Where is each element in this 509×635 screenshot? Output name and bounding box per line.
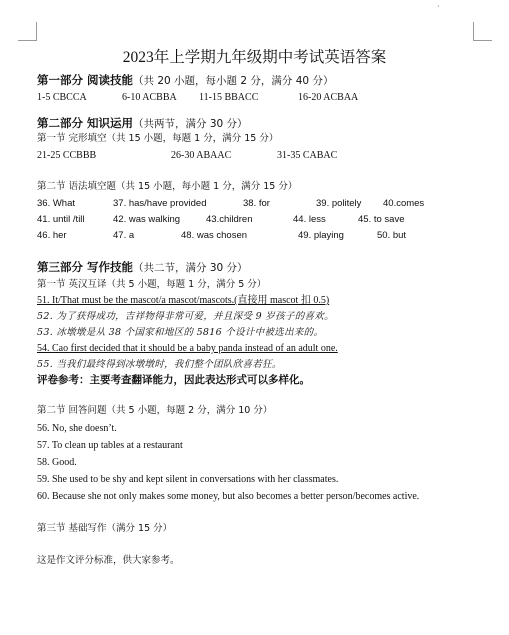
grammar-answer: 46. her (37, 230, 67, 241)
translation-item: 53. 冰墩墩是从 38 个国家和地区的 5816 个设计中被选出来的。 (37, 327, 324, 338)
translation-item: 54. Cao first decided that it should be a baby panda instead of an adult one. (37, 343, 338, 354)
grammar-answer: 45. to save (358, 214, 405, 225)
part1-heading-line (37, 75, 333, 87)
grammar-answer: 41. until /till (37, 214, 85, 225)
part3-section3-note: 这是作文评分标准，供大家参考。 (37, 555, 180, 566)
grammar-answer: 40.comes (383, 198, 425, 209)
part2-heading: 第二部分 知识运用 (37, 116, 134, 130)
answer-item: 59. She used to be shy and kept silent in conversations with her classmates. (37, 474, 339, 485)
answer-item: 57. To clean up tables at a restaurant (37, 440, 183, 451)
part3-heading-line (37, 262, 248, 274)
grammar-answer: 48. was chosen (181, 230, 248, 241)
crop-mark-top-left (18, 22, 37, 41)
crop-mark-top-right (473, 22, 492, 41)
part1-answer-2: 6-10 ACBBA (122, 92, 177, 103)
grammar-answer: 49. playing (298, 230, 344, 241)
translation-item: 52. 为了获得成功，吉祥物得非常可爱，并且深受 9 岁孩子的喜欢。 (37, 311, 334, 322)
grammar-answer: 47. a (113, 230, 135, 241)
part3-section1-heading: 第一节 英汉互译（共 5 小题，每题 1 分，满分 5 分） (37, 279, 267, 290)
page-marker: · (437, 2, 440, 11)
part2-section2-heading: 第二节 语法填空题（共 15 小题，每小题 1 分，满分 15 分） (37, 181, 298, 192)
part2-section1-heading: 第一节 完形填空（共 15 小题，每题 1 分，满分 15 分） (37, 133, 279, 144)
part3-section2-heading: 第二节 回答问题（共 5 小题，每题 2 分，满分 10 分） (37, 405, 273, 416)
answer-item: 56. No, she doesn’t. (37, 423, 117, 434)
part2-heading-line (37, 118, 248, 130)
part1-answer-4: 16-20 ACBAA (298, 92, 359, 103)
page-title: 2023年上学期九年级期中考试英语答案 (122, 49, 387, 66)
grammar-answer: 38. for (243, 198, 270, 209)
part3-section3-heading: 第三节 基础写作（满分 15 分） (37, 523, 173, 534)
translation-item: 55. 当我们最终得到冰墩墩时，我们整个团队欣喜若狂。 (37, 359, 282, 370)
grammar-answer: 42. was walking (113, 214, 181, 225)
answer-item: 60. Because she not only makes some money, but also becomes a better person/becomes active. (37, 491, 420, 502)
part3-note: （共二节，满分 30 分） (133, 262, 248, 274)
grammar-answer: 37. has/have provided (113, 198, 207, 209)
translation-item: 51. It/That must be the mascot/a mascot/mascots.(直接用 mascot 扣 0.5) (37, 295, 330, 306)
part1-heading: 第一部分 阅读技能 (37, 73, 134, 87)
part2-section1-answer-2: 26-30 ABAAC (171, 150, 232, 161)
part1-answer-1: 1-5 CBCCA (37, 92, 87, 103)
grammar-answer: 43.children (206, 214, 253, 225)
part2-section1-answer-1: 21-25 CCBBB (37, 150, 97, 161)
answer-item: 58. Good. (37, 457, 77, 468)
grading-tip: 评卷参考：主要考查翻译能力，因此表达形式可以多样化。 (37, 374, 310, 386)
grammar-answer: 50. but (377, 230, 407, 241)
part3-heading: 第三部分 写作技能 (37, 260, 134, 274)
part1-answer-3: 11-15 BBACC (199, 92, 259, 103)
grammar-answer: 44. less (293, 214, 326, 225)
grammar-answer: 36. What (37, 198, 76, 209)
part2-section1-answer-3: 31-35 CABAC (277, 150, 338, 161)
part2-note: （共两节，满分 30 分） (133, 118, 248, 130)
part1-note: （共 20 小题，每小题 2 分，满分 40 分） (133, 75, 334, 87)
grammar-answer: 39. politely (316, 198, 362, 209)
